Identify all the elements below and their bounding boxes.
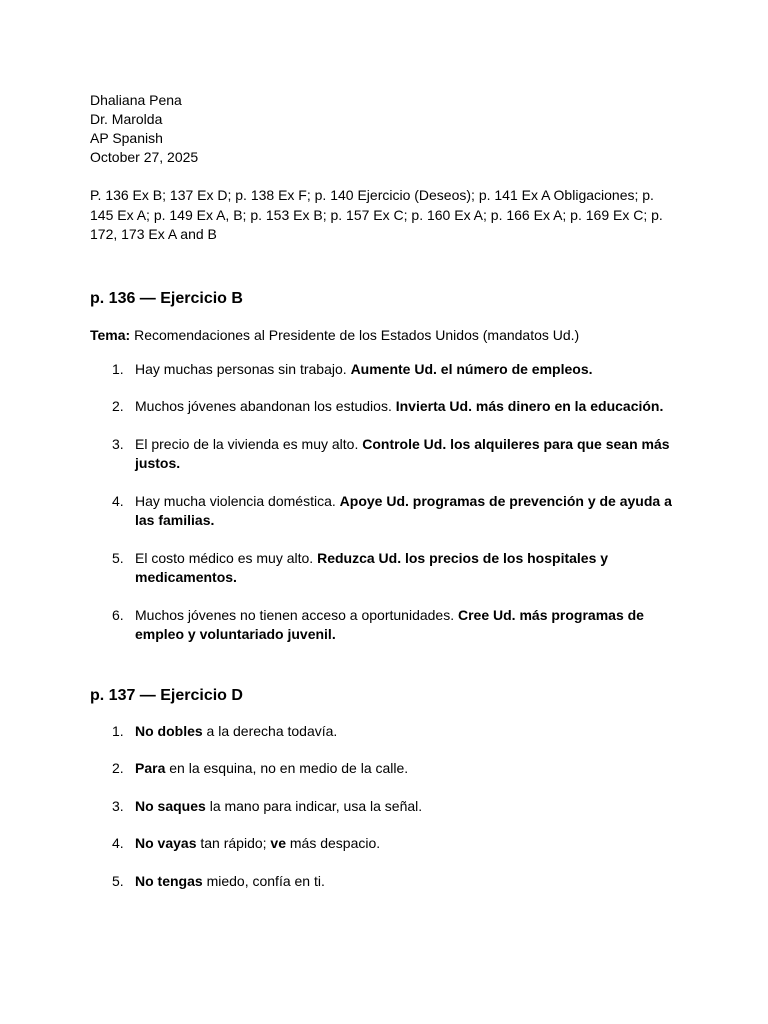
item-command: No vayas <box>135 835 197 851</box>
section-b-heading: p. 136 — Ejercicio B <box>90 289 243 307</box>
item-prompt: Muchos jóvenes abandonan los estudios. <box>135 398 396 414</box>
item-answer: Invierta Ud. más dinero en la educación. <box>395 398 664 414</box>
item-command-2: ve <box>270 835 286 851</box>
item-number: 4. <box>112 835 124 851</box>
item-answer: Cree Ud. más programas de empleo y voluntariado juvenil. <box>135 606 644 642</box>
item-rest: tan rápido; <box>196 835 271 851</box>
item-answer: Aumente Ud. el número de empleos. <box>350 360 593 377</box>
course-name: AP Spanish <box>90 130 163 146</box>
list-item <box>90 834 680 854</box>
list-item <box>90 360 680 380</box>
list-item <box>90 722 680 742</box>
item-number: 2. <box>112 398 124 414</box>
list-item <box>90 435 680 474</box>
tema-text: Recomendaciones al Presidente de los Estados Unidos (mandatos Ud.) <box>130 326 580 343</box>
header-block <box>90 91 680 167</box>
student-name: Dhaliana Pena <box>90 92 182 108</box>
tema-line <box>90 326 680 345</box>
list-item <box>90 759 680 779</box>
exercise-b-list <box>90 360 680 645</box>
item-prompt: El precio de la vivienda es muy alto. <box>135 435 363 452</box>
item-rest: miedo, confía en ti. <box>202 872 325 889</box>
item-prompt: Hay mucha violencia doméstica. <box>135 492 340 509</box>
item-command: No saques <box>135 797 206 814</box>
list-item <box>90 549 680 588</box>
item-number: 6. <box>112 606 124 623</box>
assignment-pages-list: P. 136 Ex B; 137 Ex D; p. 138 Ex F; p. 140 Ejercicio (Deseos); p. 141 Ex A Obligaciones; p. 145 Ex A; p. 149 Ex A, B; p. 153 Ex B; p. 157 Ex C; p. 160 Ex A; p. 166 Ex A; p. 169 Ex C; p. 172, 173 Ex A and B <box>90 187 663 242</box>
exercise-d-list <box>90 722 680 892</box>
item-command: Para <box>135 760 166 776</box>
item-prompt: Muchos jóvenes no tienen acceso a oportunidades. <box>135 606 458 623</box>
section-d-heading: p. 137 — Ejercicio D <box>90 686 243 704</box>
item-number: 4. <box>112 492 124 509</box>
item-rest: en la esquina, no en medio de la calle. <box>165 760 409 776</box>
item-number: 3. <box>112 435 124 452</box>
item-number: 1. <box>112 722 124 739</box>
item-number: 1. <box>112 360 124 377</box>
item-number: 5. <box>112 549 124 566</box>
list-item <box>90 397 680 417</box>
document-date: October 27, 2025 <box>90 149 199 165</box>
item-command: No dobles <box>135 722 203 739</box>
item-answer: Controle Ud. los alquileres para que sean más justos. <box>135 435 670 471</box>
tema-label: Tema: <box>90 326 131 343</box>
item-command: No tengas <box>135 872 203 889</box>
item-number: 5. <box>112 872 124 889</box>
list-item <box>90 606 680 645</box>
item-answer: Apoye Ud. programas de prevención y de ayuda a las familias. <box>135 492 672 528</box>
item-rest-2: más despacio. <box>286 835 381 851</box>
item-rest: la mano para indicar, usa la señal. <box>205 797 423 814</box>
document-page <box>90 91 680 891</box>
item-prompt: Hay muchas personas sin trabajo. <box>135 360 351 377</box>
item-number: 2. <box>112 760 124 776</box>
item-rest: a la derecha todavía. <box>202 722 338 739</box>
list-item <box>90 797 680 817</box>
list-item <box>90 492 680 531</box>
item-prompt: El costo médico es muy alto. <box>135 549 318 566</box>
item-number: 3. <box>112 797 124 814</box>
teacher-name: Dr. Marolda <box>90 111 163 127</box>
list-item <box>90 872 680 892</box>
item-answer: Reduzca Ud. los precios de los hospitales y medicamentos. <box>135 549 609 585</box>
